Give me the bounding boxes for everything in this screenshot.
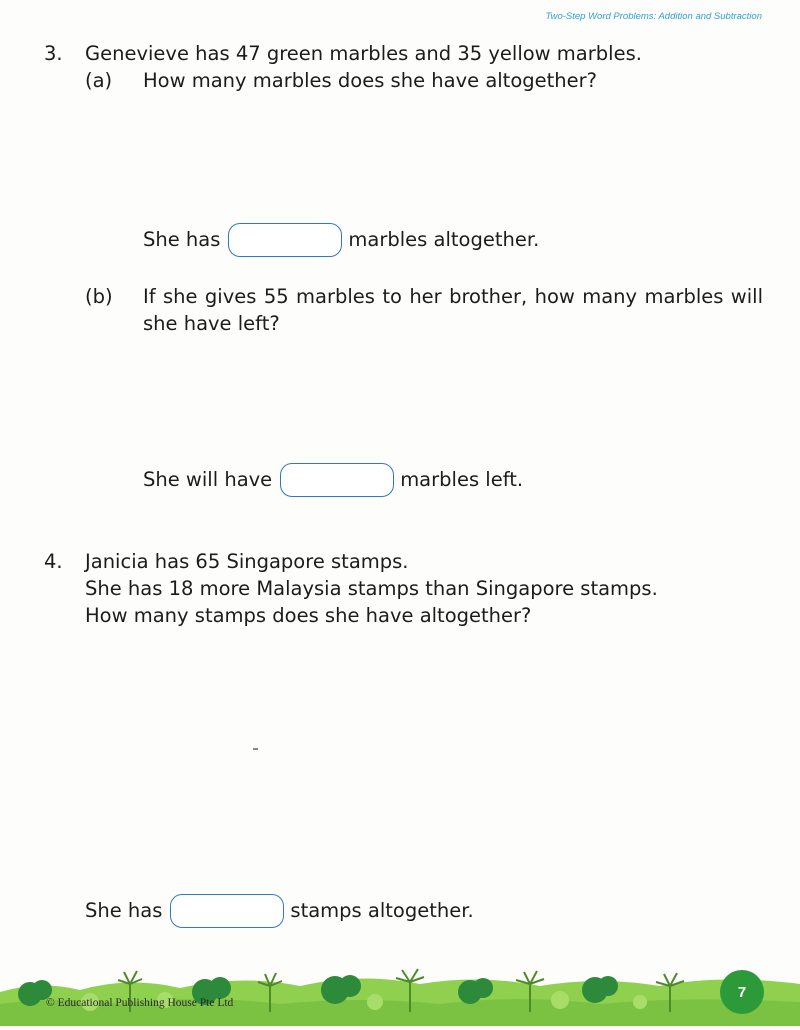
question-3-text: Genevieve has 47 green marbles and 35 yellow marbles. bbox=[85, 42, 642, 65]
question-3a-label: (a) bbox=[85, 69, 113, 92]
question-3b-text: If she gives 55 marbles to her brother, how many marbles will she have left? bbox=[143, 285, 763, 335]
scan-speck bbox=[253, 748, 258, 750]
copyright-text: © Educational Publishing House Pte Ltd bbox=[46, 997, 234, 1009]
answer-line-4 bbox=[85, 892, 474, 930]
footer-landscape bbox=[0, 962, 800, 1026]
question-number-3: 3. bbox=[44, 42, 63, 65]
answer-suffix: stamps altogether. bbox=[290, 899, 474, 922]
answer-box-3b[interactable] bbox=[280, 463, 394, 497]
page-number-badge: 7 bbox=[720, 970, 764, 1014]
question-4-line-3: How many stamps does she have altogether? bbox=[85, 604, 532, 627]
question-number-4: 4. bbox=[44, 550, 63, 573]
answer-line-3a bbox=[143, 221, 539, 259]
question-3a-text: How many marbles does she have altogether? bbox=[143, 69, 598, 92]
question-3b-label: (b) bbox=[85, 285, 113, 308]
answer-prefix: She has bbox=[143, 228, 221, 251]
answer-box-3a[interactable] bbox=[228, 223, 342, 257]
question-4-line-1: Janicia has 65 Singapore stamps. bbox=[85, 550, 409, 573]
answer-prefix: She will have bbox=[143, 468, 273, 491]
answer-line-3b bbox=[143, 461, 523, 499]
answer-suffix: marbles altogether. bbox=[348, 228, 540, 251]
answer-box-4[interactable] bbox=[170, 894, 284, 928]
answer-prefix: She has bbox=[85, 899, 163, 922]
question-4-line-2: She has 18 more Malaysia stamps than Singapore stamps. bbox=[85, 577, 658, 600]
answer-suffix: marbles left. bbox=[400, 468, 524, 491]
page-header: Two-Step Word Problems: Addition and Subtraction bbox=[545, 11, 762, 22]
grass-trees-illustration bbox=[0, 962, 800, 1026]
